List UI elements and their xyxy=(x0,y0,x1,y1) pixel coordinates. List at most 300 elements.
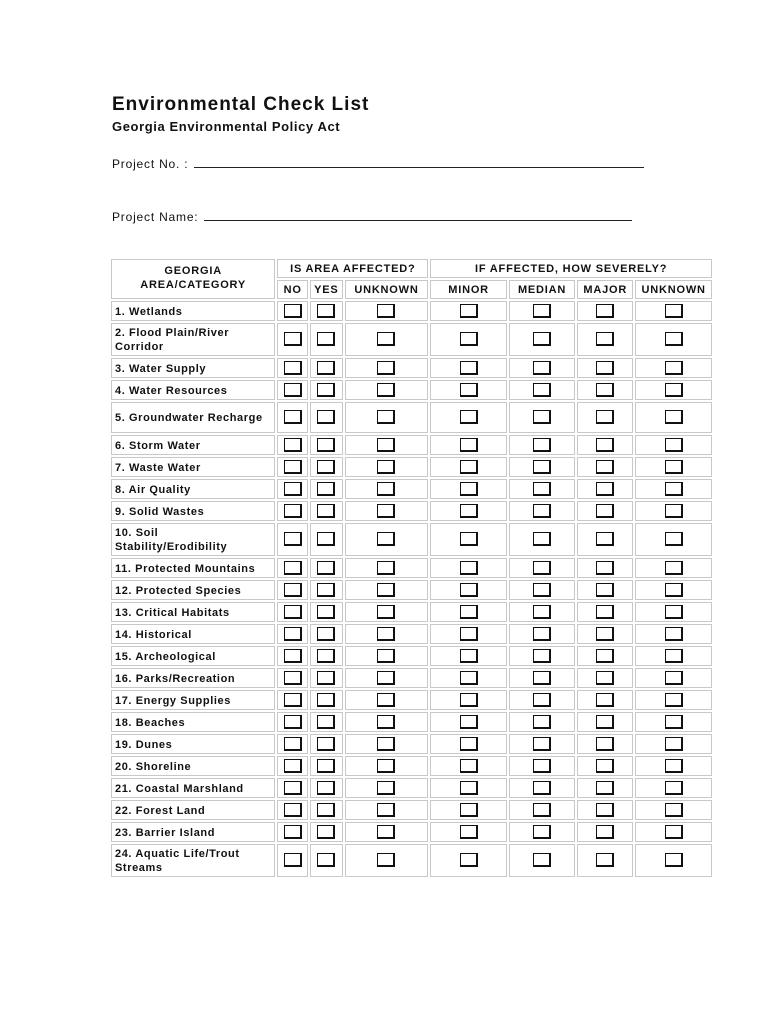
checkbox-unknown[interactable] xyxy=(377,383,395,397)
checkbox-median[interactable] xyxy=(533,438,551,452)
checkbox-unknown[interactable] xyxy=(665,460,683,474)
checkbox-major[interactable] xyxy=(596,304,614,318)
checkbox-major[interactable] xyxy=(596,532,614,546)
checkbox-yes[interactable] xyxy=(317,460,335,474)
checkbox-minor[interactable] xyxy=(460,332,478,346)
checkbox-cell xyxy=(310,301,343,321)
checkbox-cell xyxy=(310,323,343,356)
checkbox-median[interactable] xyxy=(533,561,551,575)
checkbox-cell xyxy=(430,602,507,622)
checkbox-major[interactable] xyxy=(596,671,614,685)
checkbox-cell xyxy=(635,668,712,688)
checkbox-minor[interactable] xyxy=(460,825,478,839)
column-header-median: MEDIAN xyxy=(509,280,575,299)
checkbox-cell xyxy=(277,323,308,356)
checkbox-unknown[interactable] xyxy=(377,803,395,817)
checkbox-unknown[interactable] xyxy=(665,532,683,546)
checkbox-minor[interactable] xyxy=(460,781,478,795)
checkbox-unknown[interactable] xyxy=(665,737,683,751)
checkbox-unknown[interactable] xyxy=(377,715,395,729)
checkbox-minor[interactable] xyxy=(460,759,478,773)
checkbox-median[interactable] xyxy=(533,482,551,496)
checkbox-unknown[interactable] xyxy=(377,781,395,795)
checkbox-cell xyxy=(509,712,575,732)
checkbox-unknown[interactable] xyxy=(377,605,395,619)
table-row xyxy=(111,690,712,710)
checkbox-unknown[interactable] xyxy=(665,825,683,839)
checkbox-cell xyxy=(345,580,429,600)
checkbox-no[interactable] xyxy=(284,561,302,575)
checkbox-major[interactable] xyxy=(596,383,614,397)
checkbox-no[interactable] xyxy=(284,627,302,641)
checkbox-unknown[interactable] xyxy=(665,605,683,619)
checkbox-yes[interactable] xyxy=(317,715,335,729)
checkbox-major[interactable] xyxy=(596,693,614,707)
checkbox-cell xyxy=(277,756,308,776)
checkbox-major[interactable] xyxy=(596,853,614,867)
checkbox-unknown[interactable] xyxy=(377,482,395,496)
checkbox-unknown[interactable] xyxy=(665,583,683,597)
checkbox-minor[interactable] xyxy=(460,361,478,375)
checkbox-no[interactable] xyxy=(284,853,302,867)
checkbox-cell xyxy=(577,712,633,732)
checkbox-cell xyxy=(509,778,575,798)
checkbox-cell xyxy=(509,668,575,688)
checkbox-minor[interactable] xyxy=(460,649,478,663)
checkbox-median[interactable] xyxy=(533,781,551,795)
checkbox-unknown[interactable] xyxy=(665,438,683,452)
checkbox-cell xyxy=(430,734,507,754)
checkbox-major[interactable] xyxy=(596,825,614,839)
checkbox-cell xyxy=(577,479,633,499)
checkbox-major[interactable] xyxy=(596,737,614,751)
checkbox-major[interactable] xyxy=(596,332,614,346)
checkbox-cell xyxy=(635,778,712,798)
checkbox-yes[interactable] xyxy=(317,504,335,518)
checkbox-yes[interactable] xyxy=(317,737,335,751)
checkbox-cell xyxy=(310,457,343,477)
checkbox-unknown[interactable] xyxy=(377,737,395,751)
checkbox-cell xyxy=(635,380,712,400)
checkbox-cell xyxy=(277,479,308,499)
checklist-table xyxy=(109,257,714,879)
checkbox-cell xyxy=(635,822,712,842)
column-header-yes: YES xyxy=(310,280,343,299)
checkbox-cell xyxy=(577,778,633,798)
checkbox-cell xyxy=(430,558,507,578)
checkbox-cell xyxy=(345,800,429,820)
checkbox-cell xyxy=(635,558,712,578)
checkbox-cell xyxy=(430,435,507,455)
checkbox-no[interactable] xyxy=(284,504,302,518)
checkbox-unknown[interactable] xyxy=(377,649,395,663)
checkbox-cell xyxy=(277,358,308,378)
checkbox-no[interactable] xyxy=(284,383,302,397)
checkbox-yes[interactable] xyxy=(317,803,335,817)
checkbox-median[interactable] xyxy=(533,759,551,773)
table-row xyxy=(111,624,712,644)
checkbox-minor[interactable] xyxy=(460,504,478,518)
checkbox-major[interactable] xyxy=(596,781,614,795)
checkbox-yes[interactable] xyxy=(317,627,335,641)
checkbox-cell xyxy=(345,844,429,877)
checkbox-yes[interactable] xyxy=(317,561,335,575)
checkbox-unknown[interactable] xyxy=(665,853,683,867)
checkbox-yes[interactable] xyxy=(317,825,335,839)
checkbox-minor[interactable] xyxy=(460,803,478,817)
checkbox-cell xyxy=(345,558,429,578)
checkbox-major[interactable] xyxy=(596,504,614,518)
checkbox-median[interactable] xyxy=(533,332,551,346)
checkbox-cell xyxy=(345,646,429,666)
checkbox-cell xyxy=(635,501,712,521)
checkbox-cell xyxy=(277,501,308,521)
checkbox-cell xyxy=(577,380,633,400)
checkbox-cell xyxy=(430,712,507,732)
checkbox-yes[interactable] xyxy=(317,304,335,318)
row-label: 3. Water Supply xyxy=(111,358,275,378)
checkbox-median[interactable] xyxy=(533,803,551,817)
checkbox-median[interactable] xyxy=(533,504,551,518)
checkbox-no[interactable] xyxy=(284,532,302,546)
checkbox-unknown[interactable] xyxy=(377,825,395,839)
checkbox-yes[interactable] xyxy=(317,853,335,867)
checkbox-major[interactable] xyxy=(596,649,614,663)
checkbox-major[interactable] xyxy=(596,482,614,496)
checkbox-unknown[interactable] xyxy=(377,460,395,474)
checkbox-no[interactable] xyxy=(284,715,302,729)
checkbox-cell xyxy=(345,523,429,556)
checkbox-unknown[interactable] xyxy=(377,438,395,452)
checkbox-no[interactable] xyxy=(284,332,302,346)
checkbox-cell xyxy=(577,800,633,820)
checkbox-yes[interactable] xyxy=(317,649,335,663)
checkbox-no[interactable] xyxy=(284,460,302,474)
checkbox-minor[interactable] xyxy=(460,583,478,597)
checkbox-cell xyxy=(635,580,712,600)
checkbox-cell xyxy=(577,501,633,521)
checkbox-cell xyxy=(635,690,712,710)
checkbox-minor[interactable] xyxy=(460,737,478,751)
checkbox-cell xyxy=(635,323,712,356)
checkbox-cell xyxy=(635,457,712,477)
checkbox-yes[interactable] xyxy=(317,693,335,707)
checkbox-major[interactable] xyxy=(596,460,614,474)
checkbox-unknown[interactable] xyxy=(665,671,683,685)
checkbox-cell xyxy=(345,778,429,798)
checkbox-median[interactable] xyxy=(533,825,551,839)
checkbox-unknown[interactable] xyxy=(665,649,683,663)
checkbox-cell xyxy=(635,712,712,732)
checkbox-cell xyxy=(430,690,507,710)
checkbox-yes[interactable] xyxy=(317,759,335,773)
checkbox-median[interactable] xyxy=(533,693,551,707)
checkbox-yes[interactable] xyxy=(317,410,335,424)
checkbox-unknown[interactable] xyxy=(377,693,395,707)
checkbox-cell xyxy=(345,756,429,776)
checkbox-yes[interactable] xyxy=(317,361,335,375)
row-label: 7. Waste Water xyxy=(111,457,275,477)
checkbox-cell xyxy=(430,301,507,321)
checkbox-no[interactable] xyxy=(284,410,302,424)
checkbox-median[interactable] xyxy=(533,853,551,867)
checkbox-cell xyxy=(635,624,712,644)
checkbox-yes[interactable] xyxy=(317,482,335,496)
checkbox-no[interactable] xyxy=(284,361,302,375)
checkbox-median[interactable] xyxy=(533,304,551,318)
checkbox-minor[interactable] xyxy=(460,304,478,318)
checkbox-cell xyxy=(310,479,343,499)
table-row xyxy=(111,558,712,578)
checkbox-cell xyxy=(430,402,507,433)
checkbox-unknown[interactable] xyxy=(665,803,683,817)
checkbox-median[interactable] xyxy=(533,715,551,729)
checkbox-cell xyxy=(277,668,308,688)
checkbox-cell xyxy=(430,501,507,521)
checkbox-median[interactable] xyxy=(533,532,551,546)
checkbox-cell xyxy=(345,624,429,644)
checkbox-cell xyxy=(345,668,429,688)
checkbox-minor[interactable] xyxy=(460,605,478,619)
checkbox-median[interactable] xyxy=(533,605,551,619)
checkbox-no[interactable] xyxy=(284,781,302,795)
checkbox-cell xyxy=(277,380,308,400)
checkbox-major[interactable] xyxy=(596,759,614,773)
checkbox-cell xyxy=(277,624,308,644)
checkbox-major[interactable] xyxy=(596,438,614,452)
checkbox-cell xyxy=(577,301,633,321)
checkbox-cell xyxy=(430,523,507,556)
row-label: 22. Forest Land xyxy=(111,800,275,820)
checkbox-median[interactable] xyxy=(533,627,551,641)
checkbox-unknown[interactable] xyxy=(665,693,683,707)
project-number-field xyxy=(112,156,644,171)
checkbox-cell xyxy=(310,712,343,732)
checkbox-major[interactable] xyxy=(596,627,614,641)
checkbox-yes[interactable] xyxy=(317,671,335,685)
checkbox-cell xyxy=(345,402,429,433)
checkbox-cell xyxy=(509,844,575,877)
checkbox-no[interactable] xyxy=(284,693,302,707)
checkbox-unknown[interactable] xyxy=(665,383,683,397)
area-category-header: GEORGIA AREA/CATEGORY xyxy=(111,259,275,299)
checkbox-unknown[interactable] xyxy=(377,853,395,867)
checkbox-unknown[interactable] xyxy=(377,671,395,685)
checkbox-cell xyxy=(577,523,633,556)
checkbox-major[interactable] xyxy=(596,605,614,619)
checkbox-unknown[interactable] xyxy=(377,361,395,375)
checkbox-median[interactable] xyxy=(533,361,551,375)
checkbox-cell xyxy=(277,523,308,556)
page-subtitle: Georgia Environmental Policy Act xyxy=(112,119,341,134)
checkbox-no[interactable] xyxy=(284,671,302,685)
checkbox-yes[interactable] xyxy=(317,383,335,397)
checkbox-unknown[interactable] xyxy=(377,504,395,518)
checkbox-cell xyxy=(345,712,429,732)
checkbox-no[interactable] xyxy=(284,583,302,597)
checkbox-cell xyxy=(509,624,575,644)
checkbox-unknown[interactable] xyxy=(377,410,395,424)
table-row xyxy=(111,668,712,688)
checkbox-minor[interactable] xyxy=(460,671,478,685)
checkbox-cell xyxy=(430,358,507,378)
checkbox-major[interactable] xyxy=(596,583,614,597)
checkbox-median[interactable] xyxy=(533,383,551,397)
checkbox-cell xyxy=(277,646,308,666)
checkbox-yes[interactable] xyxy=(317,583,335,597)
checkbox-cell xyxy=(310,402,343,433)
checkbox-cell xyxy=(430,323,507,356)
checkbox-yes[interactable] xyxy=(317,781,335,795)
checkbox-median[interactable] xyxy=(533,649,551,663)
checkbox-unknown[interactable] xyxy=(377,532,395,546)
row-label: 6. Storm Water xyxy=(111,435,275,455)
checkbox-no[interactable] xyxy=(284,482,302,496)
row-label: 11. Protected Mountains xyxy=(111,558,275,578)
checkbox-minor[interactable] xyxy=(460,853,478,867)
checkbox-minor[interactable] xyxy=(460,715,478,729)
checkbox-unknown[interactable] xyxy=(377,627,395,641)
checkbox-yes[interactable] xyxy=(317,332,335,346)
checkbox-minor[interactable] xyxy=(460,438,478,452)
checkbox-cell xyxy=(577,435,633,455)
checkbox-minor[interactable] xyxy=(460,410,478,424)
table-row xyxy=(111,712,712,732)
checkbox-unknown[interactable] xyxy=(665,715,683,729)
project-name-label: Project Name: xyxy=(112,210,199,224)
checkbox-no[interactable] xyxy=(284,825,302,839)
checkbox-cell xyxy=(310,778,343,798)
row-label: 18. Beaches xyxy=(111,712,275,732)
checkbox-cell xyxy=(345,501,429,521)
checkbox-major[interactable] xyxy=(596,410,614,424)
checkbox-no[interactable] xyxy=(284,737,302,751)
checkbox-unknown[interactable] xyxy=(377,332,395,346)
checkbox-no[interactable] xyxy=(284,759,302,773)
checkbox-cell xyxy=(277,602,308,622)
checkbox-cell xyxy=(345,435,429,455)
checkbox-unknown[interactable] xyxy=(665,304,683,318)
checkbox-cell xyxy=(509,646,575,666)
checkbox-no[interactable] xyxy=(284,438,302,452)
project-number-blank[interactable] xyxy=(194,156,644,168)
checkbox-major[interactable] xyxy=(596,561,614,575)
checkbox-minor[interactable] xyxy=(460,482,478,496)
checkbox-cell xyxy=(345,690,429,710)
checkbox-cell xyxy=(310,800,343,820)
checkbox-unknown[interactable] xyxy=(665,410,683,424)
checkbox-cell xyxy=(509,358,575,378)
table-row xyxy=(111,457,712,477)
column-header-unknown: UNKNOWN xyxy=(345,280,429,299)
checkbox-cell xyxy=(430,457,507,477)
checkbox-cell xyxy=(635,435,712,455)
row-label: 8. Air Quality xyxy=(111,479,275,499)
checkbox-unknown[interactable] xyxy=(665,561,683,575)
checkbox-no[interactable] xyxy=(284,605,302,619)
checkbox-cell xyxy=(509,800,575,820)
project-number-label: Project No. : xyxy=(112,157,189,171)
checkbox-unknown[interactable] xyxy=(377,759,395,773)
project-name-blank[interactable] xyxy=(204,209,632,221)
checkbox-cell xyxy=(509,435,575,455)
checkbox-median[interactable] xyxy=(533,460,551,474)
checkbox-cell xyxy=(345,734,429,754)
table-row xyxy=(111,602,712,622)
checkbox-major[interactable] xyxy=(596,803,614,817)
table-row xyxy=(111,323,712,356)
checkbox-unknown[interactable] xyxy=(665,759,683,773)
checkbox-median[interactable] xyxy=(533,410,551,424)
checkbox-cell xyxy=(277,435,308,455)
checkbox-unknown[interactable] xyxy=(377,304,395,318)
checkbox-no[interactable] xyxy=(284,803,302,817)
checkbox-unknown[interactable] xyxy=(665,332,683,346)
checkbox-unknown[interactable] xyxy=(665,504,683,518)
checkbox-minor[interactable] xyxy=(460,383,478,397)
checkbox-cell xyxy=(345,358,429,378)
checkbox-cell xyxy=(635,734,712,754)
row-label: 23. Barrier Island xyxy=(111,822,275,842)
checkbox-yes[interactable] xyxy=(317,438,335,452)
checkbox-minor[interactable] xyxy=(460,532,478,546)
checkbox-cell xyxy=(635,402,712,433)
checkbox-yes[interactable] xyxy=(317,605,335,619)
checkbox-unknown[interactable] xyxy=(665,361,683,375)
checkbox-median[interactable] xyxy=(533,583,551,597)
checkbox-unknown[interactable] xyxy=(665,781,683,795)
checkbox-cell xyxy=(277,580,308,600)
table-row xyxy=(111,734,712,754)
checkbox-cell xyxy=(509,323,575,356)
checkbox-cell xyxy=(635,646,712,666)
checkbox-cell xyxy=(577,690,633,710)
row-label: 1. Wetlands xyxy=(111,301,275,321)
checkbox-major[interactable] xyxy=(596,715,614,729)
checkbox-cell xyxy=(509,690,575,710)
table-row xyxy=(111,358,712,378)
checkbox-cell xyxy=(509,558,575,578)
checkbox-unknown[interactable] xyxy=(377,561,395,575)
row-label: 4. Water Resources xyxy=(111,380,275,400)
row-label: 12. Protected Species xyxy=(111,580,275,600)
checkbox-cell xyxy=(345,380,429,400)
checkbox-no[interactable] xyxy=(284,649,302,663)
checkbox-minor[interactable] xyxy=(460,693,478,707)
checkbox-median[interactable] xyxy=(533,737,551,751)
checkbox-cell xyxy=(577,624,633,644)
table-row xyxy=(111,501,712,521)
checkbox-unknown[interactable] xyxy=(665,627,683,641)
checkbox-unknown[interactable] xyxy=(377,583,395,597)
checkbox-cell xyxy=(577,822,633,842)
checkbox-no[interactable] xyxy=(284,304,302,318)
checkbox-minor[interactable] xyxy=(460,627,478,641)
checkbox-cell xyxy=(430,668,507,688)
checkbox-cell xyxy=(310,602,343,622)
checkbox-cell xyxy=(430,844,507,877)
checkbox-cell xyxy=(509,501,575,521)
checkbox-median[interactable] xyxy=(533,671,551,685)
checkbox-minor[interactable] xyxy=(460,561,478,575)
page-title: Environmental Check List xyxy=(112,94,370,115)
checkbox-major[interactable] xyxy=(596,361,614,375)
checkbox-cell xyxy=(430,756,507,776)
checkbox-unknown[interactable] xyxy=(665,482,683,496)
checkbox-minor[interactable] xyxy=(460,460,478,474)
checkbox-yes[interactable] xyxy=(317,532,335,546)
checkbox-cell xyxy=(509,523,575,556)
